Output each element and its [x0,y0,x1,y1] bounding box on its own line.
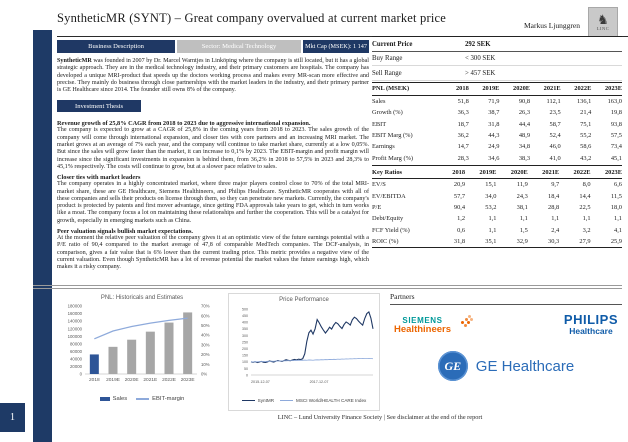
table-cell: 51,8 [457,97,469,105]
table-cell: 18,0 [610,204,622,212]
svg-text:140000: 140000 [67,318,82,324]
svg-text:60%: 60% [201,313,210,319]
key-ratios-table [372,165,622,248]
sell-range-row [372,66,622,81]
page-title: SyntheticMR (SYNT) – Great company overvalued at current market price [57,11,447,25]
table-cell: 38,3 [518,154,531,162]
svg-text:150: 150 [242,353,248,358]
siemens-wordmark: SIEMENS [402,315,443,325]
table-header-cell: 2021E [542,168,560,176]
table-cell: 1,5 [519,226,528,234]
table-row [372,130,622,141]
table-cell: P/E [372,204,382,212]
table-cell: 19,8 [610,109,622,117]
pnl-chart [55,292,229,402]
table-row [372,141,622,152]
thesis-section-2 [57,174,369,225]
table-cell: 55,2 [580,132,592,139]
svg-text:0: 0 [79,371,82,377]
table-cell: 52,4 [549,132,561,139]
table-cell: Earnings [372,143,395,151]
info-label: Buy Range [372,55,403,62]
table-cell: 22,5 [579,204,591,212]
table-header-cell: Key Ratios [372,168,402,176]
table-cell: 57,5 [610,132,622,139]
table-cell: Profit Marg (%) [372,154,414,162]
table-cell: Sales [372,97,386,105]
syntmr-line-icon [242,400,255,402]
footer-disclaimer: LINC – Lund University Finance Society | See disclaimer at the end of the report [277,414,483,421]
table-cell: 0,6 [457,226,466,234]
table-cell: 34,6 [488,154,500,162]
current-price-row [372,37,622,52]
table-header-cell: 2019E [482,85,500,93]
table-cell: 93,8 [610,120,622,128]
table-cell: 36,2 [457,132,469,139]
table-cell: 1,1 [551,215,560,223]
table-cell: 58,7 [549,120,561,128]
msci-line-icon [280,400,293,402]
svg-text:2021E: 2021E [143,378,158,383]
svg-text:10%: 10% [201,361,210,367]
pnl-chart-legend [55,396,229,402]
table-cell: 1,2 [457,215,466,223]
table-cell: 8,0 [582,181,591,189]
table-cell: 34,0 [485,192,497,200]
table-cell: 38,1 [516,204,528,212]
table-cell: 36,3 [457,109,469,117]
table-cell: 24,3 [516,192,528,200]
pnl-table [372,82,622,164]
table-header-cell: 2018 [452,168,466,176]
table-cell: EBIT Marg (%) [372,132,413,139]
section-heading: Peer valuation signals bullish market expectations. [57,228,193,236]
svg-text:60000: 60000 [70,348,82,354]
svg-text:80000: 80000 [70,341,82,347]
svg-text:180000: 180000 [67,303,82,309]
table-row [372,191,622,202]
svg-text:300: 300 [242,333,248,338]
table-cell: 136,1 [576,97,592,105]
healthineers-dots-icon [461,321,464,324]
table-cell: 31,8 [488,120,500,128]
table-row [372,236,622,248]
table-cell: 44,4 [518,120,531,128]
table-cell: 28,3 [457,154,469,162]
buy-range-row [372,52,622,67]
svg-text:350: 350 [242,327,248,332]
table-cell: 15,1 [485,181,497,189]
table-cell: 11,5 [611,192,622,200]
table-cell: 163,0 [607,97,622,105]
table-cell: 27,9 [579,238,591,246]
legend-label: SyntMR [257,398,275,403]
svg-text:250: 250 [242,340,248,345]
table-cell: 112,1 [546,97,561,105]
svg-text:0%: 0% [201,371,208,377]
partner-logos-row [390,314,622,336]
left-column [57,40,369,272]
legend-label: EBIT-margin [152,396,185,402]
svg-text:200: 200 [242,347,248,351]
table-cell: 43,2 [580,154,592,162]
sales-swatch-icon [100,397,110,401]
table-header-cell: 2022E [573,168,591,176]
table-cell: 1,1 [519,215,528,223]
legend-item-msci [280,398,366,403]
table-row [372,179,622,191]
table-cell: 46,0 [549,143,561,151]
table-cell: 21,4 [580,109,592,117]
philips-wordmark: PHILIPS [563,312,618,327]
table-cell: 48,9 [518,132,531,139]
table-cell: 14,7 [457,143,469,151]
sector-badge: Sector: Medical Technology [177,40,301,53]
table-header-cell: 2020E [510,168,528,176]
left-accent-bar [33,30,52,442]
svg-text:2020E: 2020E [124,378,139,383]
svg-text:400: 400 [242,320,248,325]
svg-text:160000: 160000 [67,311,82,317]
table-cell: 38,7 [488,109,500,117]
svg-text:2017-12-07: 2017-12-07 [309,380,329,384]
table-header-cell: 2023E [604,168,622,176]
table-header-cell: PNL (MSEK) [372,85,410,93]
table-row [372,202,622,213]
table-cell: 90,8 [518,97,531,105]
table-cell: EBIT [372,120,387,128]
info-label: Sell Range [372,69,402,77]
price-chart-legend [229,398,379,403]
svg-text:40%: 40% [201,332,210,338]
table-header-cell: 2019E [479,168,497,176]
svg-text:100: 100 [242,360,248,365]
ge-healthcare-text: GE Healthcare [475,357,575,375]
table-row [372,95,622,107]
table-cell: 25,9 [610,238,622,246]
table-cell: ROIC (%) [372,238,399,246]
table-cell: 35,1 [485,238,497,246]
svg-text:40000: 40000 [70,356,82,362]
table-cell: EV/S [372,181,386,189]
table-cell: 20,9 [453,181,466,189]
table-cell: 1,1 [488,215,497,223]
table-cell: 6,6 [614,181,622,189]
table-cell: 24,9 [488,143,500,151]
info-label: Current Price [372,40,413,48]
table-row [372,225,622,236]
svg-text:30%: 30% [201,342,210,348]
table-cell: 90,4 [453,204,466,212]
table-cell: 1,1 [582,215,591,223]
table-cell: 44,3 [488,132,500,139]
pnl-chart-title: PNL: Historicals and Estimates [100,295,184,301]
table-cell: 1,1 [614,215,622,223]
legend-label: MSCI World/HEALTH CARE Index [296,398,367,403]
table-header-cell: 2018 [455,85,469,93]
table-cell: 14,4 [579,192,591,200]
svg-text:2019E: 2019E [106,378,120,383]
section-heading: Closer ties with market leaders [57,174,141,182]
info-value: < 300 SEK [465,55,496,62]
table-cell: 75,1 [580,120,592,128]
table-cell: 26,3 [518,109,531,117]
table-cell: 53,2 [485,204,497,212]
table-cell: 18,4 [548,192,560,200]
company-name: SyntheticMR [57,58,92,64]
section-body: At the moment the relative peer valuation of the company gives it at an optimistic view of the future earnings potential with a P/E ratio of 90,4 compared to the market average of 47,8 of comparable MedTech companies. The DCF-analysis, in comparison, gives a fair value that is 6% lower than the current trading price. This metric provides a negative view of the current valuation. Even though SyntheticMR has a lot of revenue potential the market values the future earnings high, which makes it a risky company. [57,235,369,271]
legend-label: Sales [112,396,128,402]
header-badges [57,40,369,53]
table-row [372,153,622,164]
table-header-cell: 2021E [543,85,561,93]
price-performance-chart [228,293,380,411]
partners-section [390,292,622,381]
page-number: 1 [0,403,25,432]
philips-healthcare-text: Healthcare [569,326,613,336]
financial-summary-panel [372,36,622,248]
table-cell: 11,9 [516,181,528,189]
table-row [372,118,622,129]
author-name: Markus Ljunggren [523,21,580,30]
linc-logo [588,7,618,37]
table-cell: 41,0 [549,154,561,162]
ebit-margin-line-icon [136,398,149,400]
svg-text:2015-12-07: 2015-12-07 [251,380,270,384]
svg-text:2018: 2018 [88,378,100,383]
table-cell: EV/EBITDA [372,192,406,200]
business-description-paragraph [57,58,369,94]
griffin-icon: ♞ [597,11,609,27]
table-cell: 73,4 [610,143,622,151]
price-chart-plot [229,304,379,392]
table-cell: 32,9 [516,238,528,246]
partners-title: Partners [390,292,622,305]
section-divider [33,285,622,289]
svg-text:20%: 20% [201,352,210,358]
table-row [372,213,622,224]
table-cell: 45,1 [610,154,622,162]
ge-healthcare-logo [390,351,622,381]
svg-text:2022E: 2022E [162,378,176,383]
svg-text:500: 500 [242,307,248,312]
philips-healthcare-logo [564,314,618,336]
legend-item-sales [100,396,128,402]
info-value: > 457 SEK [465,69,496,77]
table-cell: 3,2 [582,226,591,234]
svg-text:50: 50 [244,366,248,371]
siemens-healthineers-logo [394,316,465,335]
table-header-cell: 2023E [604,85,622,93]
table-cell: 30,3 [548,238,560,246]
table-cell: Debt/Equity [372,215,404,223]
legend-item-syntmr [242,398,274,403]
table-cell: 34,8 [518,143,531,151]
table-header-cell: 2020E [513,85,531,93]
table-row [372,107,622,118]
section-heading: Revenue growth of 25,8% CAGR from 2018 to 2023 due to aggressive international expansion. [57,120,311,128]
section-body: The company operates in a highly concentrated market, where three major players control close to 70% of the total MRI-market share, these are GE Healthcare, Siemens Healthineers, and Philips Healthcare. SyntheticMR cooperates with all of these companies and sells their products on license through them, so they can penetrate new markets. Currently, the company's product is protected by patents and first mover advantage, since getting FDA approvals take years to get, which in turn works like a moat. The company focus a lot on maintaining these relationships and further the cooperation. This will be a catalyst for growth, especially in emerging markets such as China. [57,181,369,224]
table-cell: 58,6 [580,143,592,151]
ge-monogram-icon [438,351,468,381]
table-cell: 57,7 [453,192,466,200]
table-cell: 1,1 [488,226,497,234]
thesis-section-1 [57,120,369,171]
healthineers-wordmark: Healthineers [394,323,452,335]
investment-thesis-badge: Investment Thesis [57,100,141,112]
table-cell: 28,8 [548,204,560,212]
table-cell: Growth (%) [372,109,403,117]
table-cell: 4,1 [614,226,622,234]
price-chart-title: Price Performance [279,297,329,303]
svg-text:2023E: 2023E [180,378,195,383]
info-value: 292 SEK [465,40,491,48]
svg-text:70%: 70% [201,303,210,309]
svg-text:20000: 20000 [70,364,82,370]
table-cell: 18,7 [457,120,469,128]
svg-text:100000: 100000 [67,333,82,339]
table-header-cell: 2022E [574,85,592,93]
table-cell: 71,9 [488,97,500,105]
linc-logo-text: LINC [596,25,610,31]
thesis-section-3 [57,228,369,271]
table-cell: 23,5 [549,109,561,117]
svg-text:50%: 50% [201,323,210,329]
market-cap-badge: Mkt Cap (MSEK): 1 147 [303,40,369,53]
ge-monogram-text: GE [444,358,462,373]
table-header-row [372,165,622,178]
svg-text:0: 0 [246,373,248,378]
table-cell: 31,8 [453,238,466,246]
svg-text:450: 450 [242,314,248,318]
svg-text:120000: 120000 [67,326,82,332]
business-description-badge: Business Description [57,40,175,53]
table-cell: FCF Yield (%) [372,226,410,234]
table-cell: 9,7 [551,181,560,189]
table-header-row [372,82,622,95]
table-cell: 2,4 [551,226,560,234]
pnl-chart-plot [55,302,229,390]
business-description-text: was founded in 2007 by Dr. Marcel Warntjes in Linköping where the company is still located, but it has a global strategic approach. They are in the medical technology industry, and their primary customers are hospitals. The company has developed a unique MRI-product that speeds up the doctors working process and makes every MR-scan more effective and precise. They mainly do business through close partnerships with the market leaders in the industry, and their primary partner is GE Healthcare since 2014. The founder still owns 8% of the company. [57,58,369,94]
section-body: The company is expected to grow at a CAGR of 25,8% in the coming years from 2018 to 2023. The sales growth of the company will come through international expansion, and closer ties with core partners and an increasing MRI market. The market grows at an average of 7% each year, and the company will continue to take market share, currently at a low 0,05%. But since the sales will grow faster than the market, it can increase to 0,1% by 2023. The EBIT-margin and profit margin will increase since the significant investments in expansion is behind them, from 36,2% in 2018 to 57,5% in 2023 and 28,3% to 45,1% respectively. The costs will continue to grow, but at a slower pace relative to sales. [57,127,369,170]
legend-item-ebit-margin [136,396,184,402]
